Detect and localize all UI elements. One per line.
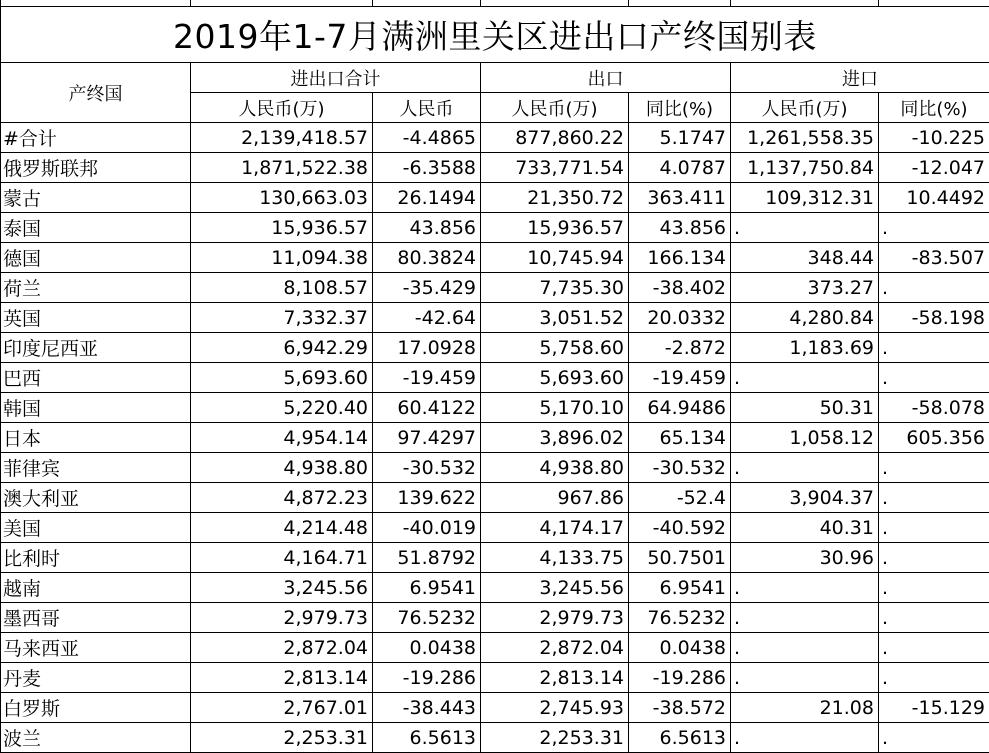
country-cell: 马来西亚	[1, 633, 191, 663]
import-rmb-cell: .	[731, 573, 879, 603]
total-rmb-cell: 2,139,418.57	[191, 123, 373, 153]
export-yoy-cell: 65.134	[629, 423, 731, 453]
total-rmb-header: 人民币(万)	[191, 93, 373, 123]
export-yoy-header: 同比(%)	[629, 93, 731, 123]
import-rmb-cell: 1,261,558.35	[731, 123, 879, 153]
import-rmb-cell: 50.31	[731, 393, 879, 423]
import-header: 进口	[731, 63, 989, 93]
import-rmb-cell: .	[731, 603, 879, 633]
import-rmb-cell: 21.08	[731, 693, 879, 723]
table-row	[1, 153, 989, 183]
import-rmb-cell: .	[731, 633, 879, 663]
country-cell: 波兰	[1, 723, 191, 753]
export-yoy-cell: -52.4	[629, 483, 731, 513]
table-row	[1, 603, 989, 633]
export-yoy-cell: 76.5232	[629, 603, 731, 633]
import-rmb-cell: 3,904.37	[731, 483, 879, 513]
import-rmb-cell: 1,137,750.84	[731, 153, 879, 183]
table-row	[1, 483, 989, 513]
total-rmb-cell: 4,938.80	[191, 453, 373, 483]
export-rmb-cell: 7,735.30	[481, 273, 629, 303]
export-header: 出口	[481, 63, 731, 93]
export-yoy-cell: 6.9541	[629, 573, 731, 603]
export-yoy-cell: -19.286	[629, 663, 731, 693]
export-yoy-cell: 20.0332	[629, 303, 731, 333]
export-yoy-cell: 64.9486	[629, 393, 731, 423]
import-rmb-cell: .	[731, 663, 879, 693]
total-rmb-cell: 2,979.73	[191, 603, 373, 633]
import-yoy-cell: .	[879, 513, 989, 543]
total-rmb-cell: 4,872.23	[191, 483, 373, 513]
total-rmb-cell: 4,214.48	[191, 513, 373, 543]
total-yoy-cell: 6.5613	[373, 723, 481, 753]
total-rmb-cell: 5,693.60	[191, 363, 373, 393]
import-rmb-cell: 40.31	[731, 513, 879, 543]
trade-table	[0, 62, 989, 753]
total-rmb-cell: 4,954.14	[191, 423, 373, 453]
country-header: 产终国	[1, 63, 191, 123]
import-yoy-cell: -58.198	[879, 303, 989, 333]
export-rmb-cell: 2,253.31	[481, 723, 629, 753]
export-rmb-cell: 3,051.52	[481, 303, 629, 333]
import-yoy-cell: .	[879, 273, 989, 303]
import-rmb-cell: .	[731, 723, 879, 753]
country-cell: 德国	[1, 243, 191, 273]
table-row	[1, 543, 989, 573]
export-rmb-cell: 5,758.60	[481, 333, 629, 363]
country-cell: 墨西哥	[1, 603, 191, 633]
export-rmb-cell: 877,860.22	[481, 123, 629, 153]
import-rmb-cell: 373.27	[731, 273, 879, 303]
export-yoy-cell: -38.572	[629, 693, 731, 723]
total-yoy-cell: -30.532	[373, 453, 481, 483]
import-rmb-cell: .	[731, 363, 879, 393]
import-rmb-cell: .	[731, 213, 879, 243]
export-rmb-cell: 15,936.57	[481, 213, 629, 243]
export-rmb-cell: 10,745.94	[481, 243, 629, 273]
table-row	[1, 303, 989, 333]
export-rmb-cell: 21,350.72	[481, 183, 629, 213]
total-rmb-cell: 2,253.31	[191, 723, 373, 753]
total-yoy-cell: 76.5232	[373, 603, 481, 633]
total-rmb-cell: 8,108.57	[191, 273, 373, 303]
country-cell: 荷兰	[1, 273, 191, 303]
import-yoy-cell: .	[879, 363, 989, 393]
country-cell: 韩国	[1, 393, 191, 423]
import-rmb-header: 人民币(万)	[731, 93, 879, 123]
export-rmb-cell: 5,170.10	[481, 393, 629, 423]
total-yoy-cell: 139.622	[373, 483, 481, 513]
total-yoy-cell: 26.1494	[373, 183, 481, 213]
total-rmb-cell: 4,164.71	[191, 543, 373, 573]
total-rmb-cell: 5,220.40	[191, 393, 373, 423]
export-rmb-cell: 4,133.75	[481, 543, 629, 573]
import-rmb-cell: .	[731, 453, 879, 483]
country-cell: 比利时	[1, 543, 191, 573]
total-rmb-cell: 11,094.38	[191, 243, 373, 273]
import-yoy-cell: -58.078	[879, 393, 989, 423]
import-rmb-cell: 4,280.84	[731, 303, 879, 333]
country-cell: 印度尼西亚	[1, 333, 191, 363]
total-yoy-cell: 17.0928	[373, 333, 481, 363]
export-rmb-cell: 2,813.14	[481, 663, 629, 693]
import-yoy-cell: .	[879, 633, 989, 663]
table-row	[1, 513, 989, 543]
import-yoy-cell: .	[879, 663, 989, 693]
total-yoy-cell: 80.3824	[373, 243, 481, 273]
import-rmb-cell: 1,058.12	[731, 423, 879, 453]
table-row	[1, 123, 989, 153]
total-header: 进出口合计	[191, 63, 481, 93]
import-yoy-cell: .	[879, 213, 989, 243]
export-yoy-cell: 166.134	[629, 243, 731, 273]
total-rmb-cell: 1,871,522.38	[191, 153, 373, 183]
table-row	[1, 663, 989, 693]
total-rmb-cell: 6,942.29	[191, 333, 373, 363]
total-yoy-cell: -19.459	[373, 363, 481, 393]
total-rmb-cell: 2,872.04	[191, 633, 373, 663]
table-row	[1, 183, 989, 213]
export-rmb-cell: 3,245.56	[481, 573, 629, 603]
table-row	[1, 693, 989, 723]
export-yoy-cell: -40.592	[629, 513, 731, 543]
export-rmb-cell: 967.86	[481, 483, 629, 513]
table-row	[1, 453, 989, 483]
country-cell: 菲律宾	[1, 453, 191, 483]
export-yoy-cell: 6.5613	[629, 723, 731, 753]
table-title: 2019年1-7月满洲里关区进出口产终国别表	[0, 6, 989, 62]
country-cell: 越南	[1, 573, 191, 603]
country-cell: 日本	[1, 423, 191, 453]
import-rmb-cell: 109,312.31	[731, 183, 879, 213]
country-cell: 澳大利亚	[1, 483, 191, 513]
country-cell: 蒙古	[1, 183, 191, 213]
table-row	[1, 363, 989, 393]
country-cell: 美国	[1, 513, 191, 543]
export-rmb-cell: 2,745.93	[481, 693, 629, 723]
total-yoy-cell: 6.9541	[373, 573, 481, 603]
export-rmb-cell: 733,771.54	[481, 153, 629, 183]
import-yoy-cell: .	[879, 603, 989, 633]
export-yoy-cell: 50.7501	[629, 543, 731, 573]
export-yoy-cell: 4.0787	[629, 153, 731, 183]
country-cell: 英国	[1, 303, 191, 333]
table-row	[1, 423, 989, 453]
export-rmb-cell: 2,872.04	[481, 633, 629, 663]
import-rmb-cell: 30.96	[731, 543, 879, 573]
total-yoy-cell: -6.3588	[373, 153, 481, 183]
total-yoy-cell: 97.4297	[373, 423, 481, 453]
total-rmb-cell: 130,663.03	[191, 183, 373, 213]
country-cell: #合计	[1, 123, 191, 153]
export-yoy-cell: 43.856	[629, 213, 731, 243]
total-rmb-cell: 7,332.37	[191, 303, 373, 333]
export-yoy-cell: 0.0438	[629, 633, 731, 663]
total-yoy-cell: -19.286	[373, 663, 481, 693]
table-row	[1, 723, 989, 753]
import-yoy-cell: 10.4492	[879, 183, 989, 213]
country-cell: 丹麦	[1, 663, 191, 693]
import-yoy-cell: 605.356	[879, 423, 989, 453]
export-rmb-cell: 2,979.73	[481, 603, 629, 633]
country-cell: 白罗斯	[1, 693, 191, 723]
table-row	[1, 393, 989, 423]
country-cell: 巴西	[1, 363, 191, 393]
import-yoy-cell: .	[879, 573, 989, 603]
import-yoy-cell: -83.507	[879, 243, 989, 273]
total-rmb-cell: 3,245.56	[191, 573, 373, 603]
import-rmb-cell: 348.44	[731, 243, 879, 273]
import-yoy-header: 同比(%)	[879, 93, 989, 123]
export-yoy-cell: -19.459	[629, 363, 731, 393]
export-rmb-header: 人民币(万)	[481, 93, 629, 123]
import-yoy-cell: .	[879, 453, 989, 483]
table-body	[1, 63, 989, 753]
total-yoy-cell: -40.019	[373, 513, 481, 543]
export-rmb-cell: 4,174.17	[481, 513, 629, 543]
import-rmb-cell: 1,183.69	[731, 333, 879, 363]
table-row	[1, 243, 989, 273]
table-row	[1, 273, 989, 303]
export-yoy-cell: -38.402	[629, 273, 731, 303]
import-yoy-cell: .	[879, 543, 989, 573]
export-yoy-cell: 5.1747	[629, 123, 731, 153]
total-rmb-cell: 2,813.14	[191, 663, 373, 693]
import-yoy-cell: .	[879, 723, 989, 753]
export-rmb-cell: 3,896.02	[481, 423, 629, 453]
export-yoy-cell: -2.872	[629, 333, 731, 363]
import-yoy-cell: -10.225	[879, 123, 989, 153]
total-yoy-cell: 43.856	[373, 213, 481, 243]
total-yoy-cell: -35.429	[373, 273, 481, 303]
table-row	[1, 333, 989, 363]
table-row	[1, 573, 989, 603]
export-yoy-cell: -30.532	[629, 453, 731, 483]
total-yoy-cell: 60.4122	[373, 393, 481, 423]
import-yoy-cell: .	[879, 333, 989, 363]
import-yoy-cell: .	[879, 483, 989, 513]
total-rmb-cell: 15,936.57	[191, 213, 373, 243]
import-yoy-cell: -15.129	[879, 693, 989, 723]
total-rmb-cell: 2,767.01	[191, 693, 373, 723]
total-yoy-cell: -4.4865	[373, 123, 481, 153]
total-rmb2-header: 人民币	[373, 93, 481, 123]
total-yoy-cell: -42.64	[373, 303, 481, 333]
country-cell: 俄罗斯联邦	[1, 153, 191, 183]
country-cell: 泰国	[1, 213, 191, 243]
export-rmb-cell: 4,938.80	[481, 453, 629, 483]
table-row	[1, 633, 989, 663]
import-yoy-cell: -12.047	[879, 153, 989, 183]
total-yoy-cell: 0.0438	[373, 633, 481, 663]
export-rmb-cell: 5,693.60	[481, 363, 629, 393]
total-yoy-cell: 51.8792	[373, 543, 481, 573]
total-yoy-cell: -38.443	[373, 693, 481, 723]
header-row-group	[1, 63, 989, 93]
export-yoy-cell: 363.411	[629, 183, 731, 213]
table-row	[1, 213, 989, 243]
